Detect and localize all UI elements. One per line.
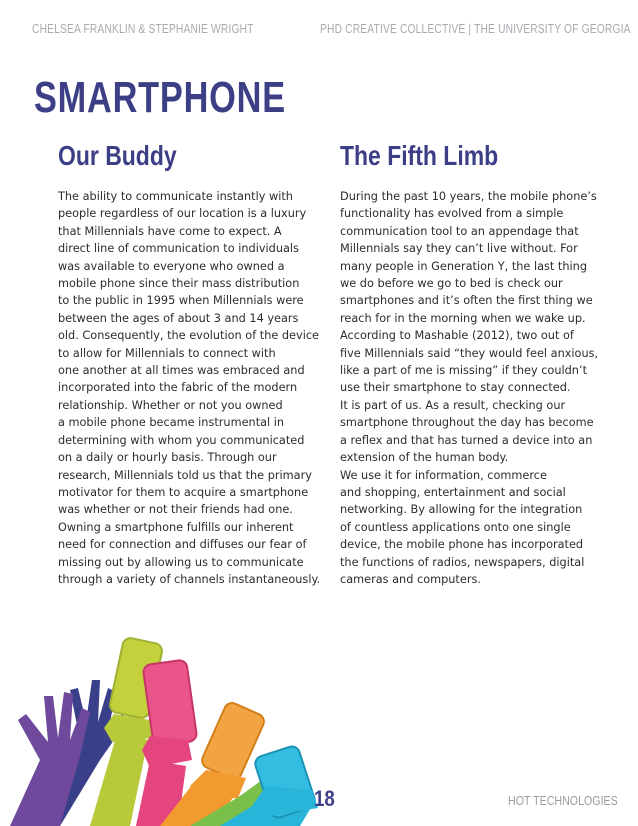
section-name: HOT TECHNOLOGIES (508, 793, 618, 808)
right-body-text: During the past 10 years, the mobile phone’s functionality has evolved from a simple communication tool to an appendage that Millennials say they can’t live without. For many people in Generation Y, the last thing we do before we go to bed is check our smartphones and it’s often the first thing we reach for in the morning when we wake up. According to Mashable (2012), two out of five Millennials said “they would feel anxious, like a part of me is missing” if they couldn’t use their smartphone to stay connected. It is part of us. As a result, checking our smartphone throughout the day has become a reflex and that has turned a device into an extension of the human body. We use it for information, commerce and shopping, entertainment and social networking. By allowing for the integration of countless applications onto one single device, the mobile phone has incorporated the functions of radios, newspapers, digital cameras and computers. (340, 190, 599, 586)
page-title: SMARTPHONE (34, 73, 286, 122)
page-number: 18 (314, 786, 335, 811)
header-organization: PHD CREATIVE COLLECTIVE | THE UNIVERSITY OF GEORGIA (320, 22, 631, 36)
left-body-text: The ability to communicate instantly with people regardless of our location is a luxury that Millennials have come to expect. A direct line of communication to individuals was available to everyone who owned a mobile phone since their mass distribution to the public in 1995 when Millennials were between the ages of about 3 and 14 years old. Consequently, the evolution of the device to allow for Millennials to connect with one another at all times was embraced and incorporated into the fabric of the modern relationship. Whether or not you owned a mobile phone became instrumental in determining with whom you communicated on a daily or hourly basis. Through our research, Millennials told us that the primary motivator for them to acquire a smartphone was whether or not their friends had one. Owning a smartphone fulfills our inherent need for connection and diffuses our fear of missing out by allowing us to communicate through a variety of channels instantaneously. (58, 190, 321, 586)
hands-holding-phones-illustration (0, 610, 360, 826)
right-heading: The Fifth Limb (340, 140, 499, 171)
left-heading: Our Buddy (58, 140, 177, 171)
header-authors: CHELSEA FRANKLIN & STEPHANIE WRIGHT (32, 22, 254, 36)
